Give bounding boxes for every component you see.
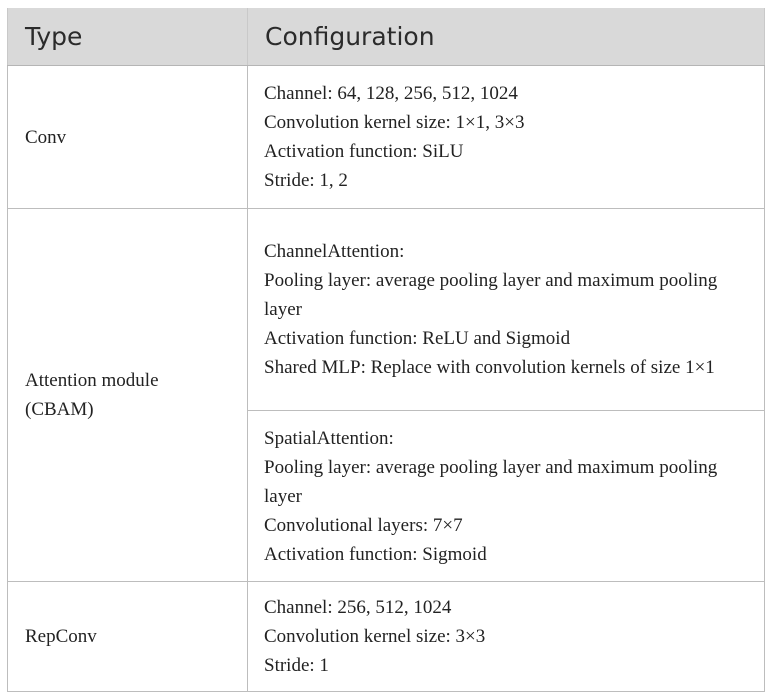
config-line: ChannelAttention:: [264, 241, 405, 262]
spatial-attention-cell: [248, 411, 765, 582]
config-line: Convolutional layers: 7×7: [264, 514, 463, 536]
config-line: Pooling layer: average pooling layer and maximum pooling layer: [264, 456, 718, 507]
type-cell: Attention module (CBAM): [8, 209, 248, 582]
table-row: [8, 582, 765, 692]
config-line: Convolution kernel size: 3×3: [264, 626, 486, 647]
config-line: Pooling layer: average pooling layer and maximum pooling layer: [264, 270, 718, 320]
table-row: [8, 66, 765, 209]
table-row: [8, 209, 765, 411]
configuration-table: [7, 8, 765, 692]
config-line: Shared MLP: Replace with convolution kernels of size 1×1: [264, 357, 715, 378]
config-line: Channel: 256, 512, 1024: [264, 597, 452, 618]
config-line: Stride: 1: [264, 655, 329, 676]
type-cell: RepConv: [8, 582, 248, 692]
config-line: Activation function: SiLU: [264, 141, 464, 162]
header-type: Type: [8, 8, 248, 66]
header-configuration: Configuration: [248, 8, 765, 66]
table-header-row: [8, 8, 765, 66]
channel-attention-cell: [248, 209, 765, 411]
config-line: Convolution kernel size: 1×1, 3×3: [264, 112, 525, 133]
config-line: Channel: 64, 128, 256, 512, 1024: [264, 83, 518, 104]
config-line: Stride: 1, 2: [264, 170, 348, 191]
config-line: SpatialAttention:: [264, 427, 394, 449]
configuration-cell: [248, 582, 765, 692]
config-line: Activation function: Sigmoid: [264, 543, 487, 565]
config-line: Activation function: ReLU and Sigmoid: [264, 328, 571, 349]
type-cell: Conv: [8, 66, 248, 209]
configuration-cell: [248, 66, 765, 209]
